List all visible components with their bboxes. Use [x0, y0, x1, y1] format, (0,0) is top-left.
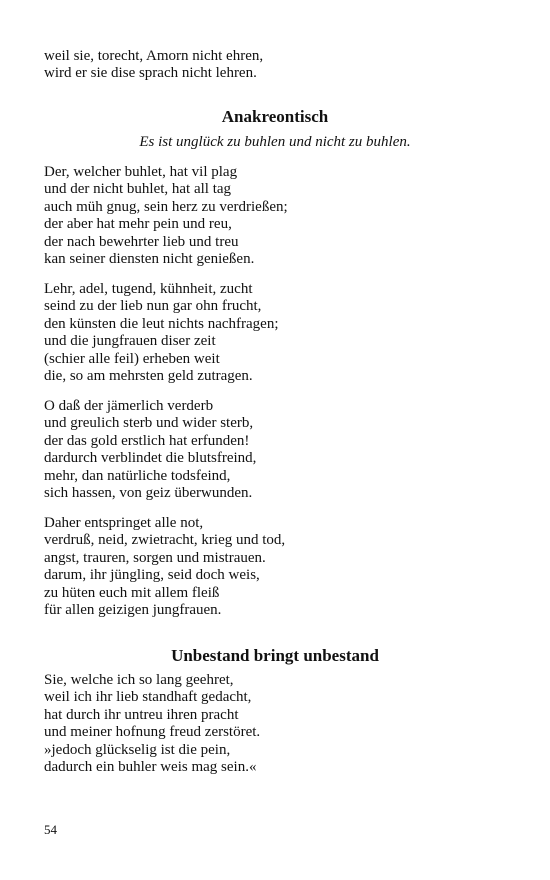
verse-line: O daß der jämerlich verderb [44, 398, 214, 414]
verse-line: verdruß, neid, zwietracht, krieg und tod, [44, 532, 286, 549]
poem-title: Anakreontisch [221, 107, 329, 126]
verse-line: die, so am mehrsten geld zutragen. [44, 368, 253, 385]
verse-line: angst, trauren, sorgen und mistrauen. [44, 549, 266, 566]
verse-line: hat durch ihr untreu ihren pracht [44, 706, 239, 723]
stanza [44, 164, 484, 268]
verse-line: und meiner hofnung freud zerstöret. [44, 724, 261, 741]
page-number: 54 [44, 822, 57, 837]
verse-line: der nach bewehrter lieb und treu [44, 233, 239, 250]
verse-line: für allen geizigen jungfrauen. [44, 602, 222, 619]
verse-line: Der, welcher buhlet, hat vil plag [44, 164, 238, 180]
verse-line: darum, ihr jüngling, seid doch weis, [44, 567, 260, 584]
verse-line: dardurch verblindet die blutsfreind, [44, 450, 257, 467]
verse-line: weil ich ihr lieb standhaft gedacht, [44, 689, 252, 706]
stanza [44, 398, 484, 502]
stanza [44, 281, 484, 385]
poem-motto: Es ist unglück zu buhlen und nicht zu buhlen. [139, 134, 411, 150]
verse-line: »jedoch glückselig ist die pein, [44, 741, 231, 758]
verse-line: mehr, dan natürliche todsfeind, [44, 467, 231, 484]
verse-line: kan seiner diensten nicht genießen. [44, 251, 255, 268]
stanza [44, 515, 484, 619]
verse-line: und greulich sterb und wider sterb, [44, 415, 254, 432]
verse-line: der aber hat mehr pein und reu, [44, 216, 232, 233]
verse-line: und der nicht buhlet, hat all tag [44, 181, 232, 198]
stanza [44, 672, 484, 776]
verse-line: sich hassen, von geiz überwunden. [44, 485, 253, 502]
verse-line: weil sie, torecht, Amorn nicht ehren, [44, 48, 264, 64]
poem-title: Unbestand bringt unbestand [171, 646, 379, 665]
verse-line: Sie, welche ich so lang geehret, [44, 672, 234, 688]
verse-line: dadurch ein buhler weis mag sein.« [44, 759, 257, 776]
intro-stanza [44, 48, 484, 83]
verse-line: Daher entspringet alle not, [44, 515, 204, 531]
verse-line: zu hüten euch mit allem fleiß [44, 584, 220, 601]
verse-line: seind zu der lieb nun gar ohn frucht, [44, 298, 262, 315]
verse-line: Lehr, adel, tugend, kühnheit, zucht [44, 281, 253, 297]
verse-line: und die jungfrauen diser zeit [44, 333, 216, 350]
verse-line: (schier alle feil) erheben weit [44, 350, 220, 367]
verse-line: den künsten die leut nichts nachfragen; [44, 315, 279, 332]
verse-line: wird er sie dise sprach nicht lehren. [44, 65, 257, 82]
verse-line: auch müh gnug, sein herz zu verdrießen; [44, 198, 288, 215]
verse-line: der das gold erstlich hat erfunden! [44, 432, 250, 449]
